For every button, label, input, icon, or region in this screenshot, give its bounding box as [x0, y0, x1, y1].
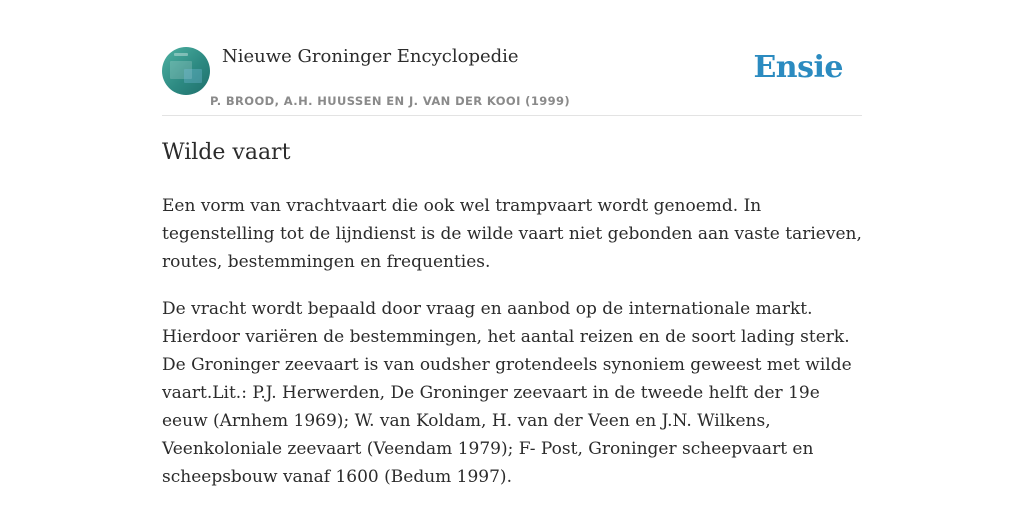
cover-shape	[174, 53, 188, 56]
book-cover-thumbnail[interactable]	[162, 47, 210, 95]
entry-title: Wilde vaart	[162, 140, 291, 165]
book-authors: P. BROOD, A.H. HUUSSEN EN J. VAN DER KOOI (1999)	[210, 94, 571, 108]
cover-shape	[184, 69, 202, 83]
header-divider	[162, 115, 862, 116]
book-title[interactable]: Nieuwe Groninger Encyclopedie	[222, 46, 519, 67]
brand-logo[interactable]: Ensie	[753, 50, 843, 85]
entry-paragraph: De vracht wordt bepaald door vraag en aanbod op de internationale markt. Hierdoor variëren de bestemmingen, het aantal reizen en de soort lading sterk. De Groninger zeevaart is van oudsher grotendeels synoniem geweest met wilde vaart.Lit.: P.J. Herwerden, De Groninger zeevaart in de tweede helft der 19e eeuw (Arnhem 1969); W. van Koldam, H. van der Veen en J.N. Wilkens, Veenkoloniale zeevaart (Veendam 1979); F- Post, Groninger scheepvaart en scheepsbouw vanaf 1600 (Bedum 1997).	[162, 299, 852, 487]
entry-paragraph: Een vorm van vrachtvaart die ook wel trampvaart wordt genoemd. In tegenstelling tot de lijndienst is de wilde vaart niet gebonden aan vaste tarieven, routes, bestemmingen en frequenties.	[162, 196, 862, 272]
source-header	[162, 46, 862, 116]
